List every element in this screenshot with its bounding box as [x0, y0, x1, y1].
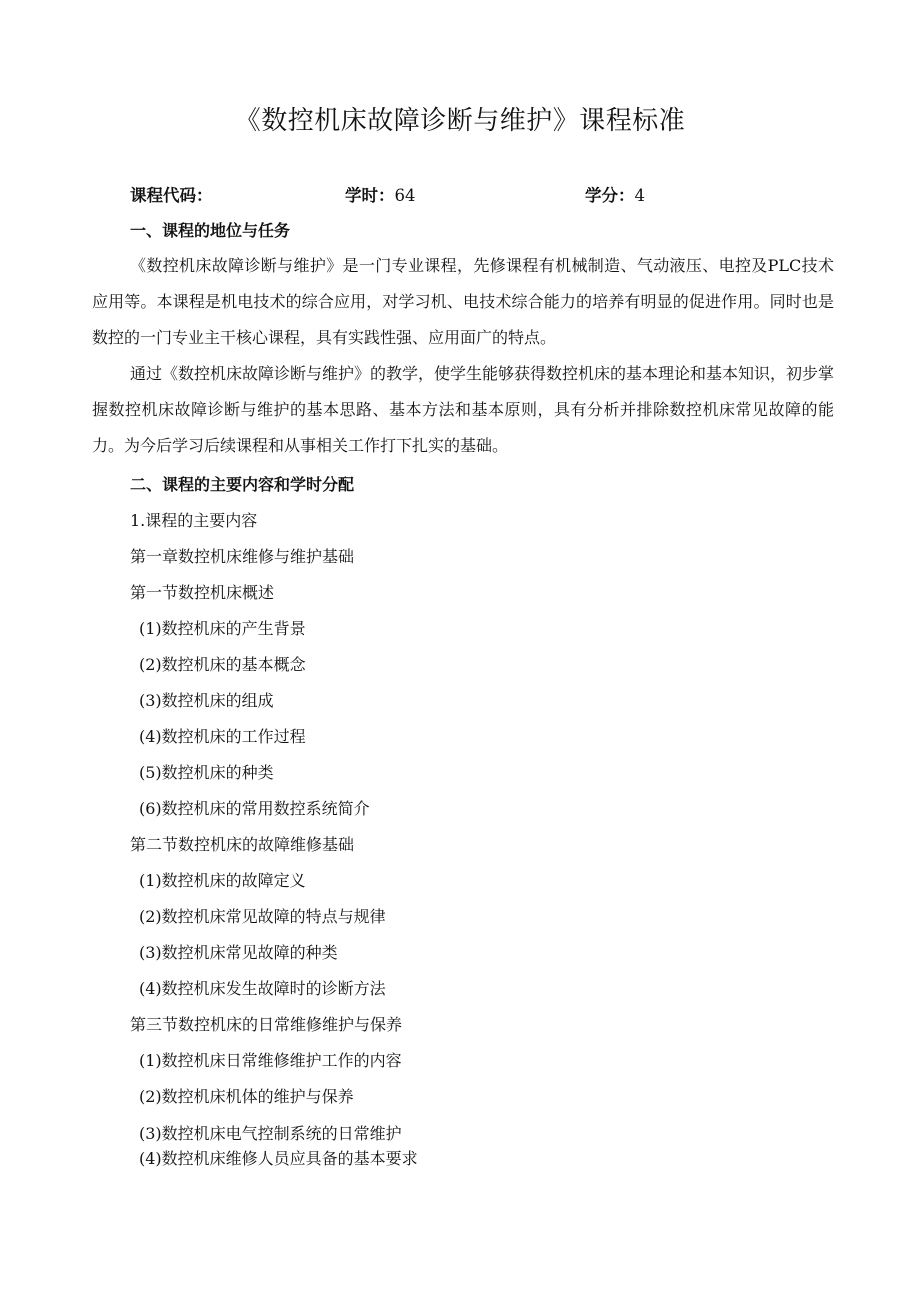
course-credits — [585, 182, 645, 206]
list-item: (4)数控机床维修人员应具备的基本要求 — [139, 1149, 418, 1168]
course-hours — [345, 182, 416, 206]
section1-heading: 一、课程的地位与任务 — [130, 221, 291, 240]
list-item: (1)数控机床日常维修维护工作的内容 — [139, 1051, 402, 1070]
section1-paragraph-2: 通过《数控机床故障诊断与维护》的教学，使学生能够获得数控机床的基本理论和基本知识，初步掌握数控机床故障诊断与维护的基本思路、基本方法和基本原则，具有分析并排除数控机床常见故障的能力。为今后学习后续课程和从事相关工作打下扎实的基础。 — [92, 364, 835, 455]
list-item: (2)数控机床的基本概念 — [139, 655, 306, 674]
list-item: (2)数控机床常见故障的特点与规律 — [139, 907, 386, 926]
section-3-title: 第三节数控机床的日常维修维护与保养 — [130, 1015, 403, 1034]
section1-paragraph-1: 《数控机床故障诊断与维护》是一门专业课程，先修课程有机械制造、气动液压、电控及PLC技术应用等。本课程是机电技术的综合应用，对学习机、电技术综合能力的培养有明显的促进作用。同时也是数控的一门专业主干核心课程，具有实践性强、应用面广的特点。 — [92, 256, 834, 347]
course-code-label: 课程代码： — [130, 186, 213, 205]
course-code — [130, 182, 213, 206]
chapter1-title: 第一章数控机床维修与维护基础 — [130, 547, 355, 566]
document-title: 《数控机床故障诊断与维护》课程标准 — [234, 106, 686, 136]
list-item: (4)数控机床的工作过程 — [139, 727, 306, 746]
course-hours-label: 学时： — [345, 186, 395, 205]
list-item: (1)数控机床的产生背景 — [139, 619, 306, 638]
course-credits-label: 学分： — [585, 186, 635, 205]
list-item: (6)数控机床的常用数控系统简介 — [139, 799, 370, 818]
list-item: (3)数控机床常见故障的种类 — [139, 943, 338, 962]
list-item: (3)数控机床的组成 — [139, 691, 274, 710]
list-item: (2)数控机床机体的维护与保养 — [139, 1087, 354, 1106]
list-item: (1)数控机床的故障定义 — [139, 871, 306, 890]
list-item: (3)数控机床电气控制系统的日常维护 — [139, 1124, 402, 1143]
section2-subheading: 1.课程的主要内容 — [130, 511, 258, 530]
section-1-title: 第一节数控机床概述 — [130, 583, 275, 602]
course-hours-value: 64 — [394, 186, 416, 205]
list-item: (5)数控机床的种类 — [139, 763, 274, 782]
course-credits-value: 4 — [634, 186, 645, 205]
section2-heading: 二、课程的主要内容和学时分配 — [130, 475, 355, 494]
list-item: (4)数控机床发生故障时的诊断方法 — [139, 979, 386, 998]
section-2-title: 第二节数控机床的故障维修基础 — [130, 835, 355, 854]
